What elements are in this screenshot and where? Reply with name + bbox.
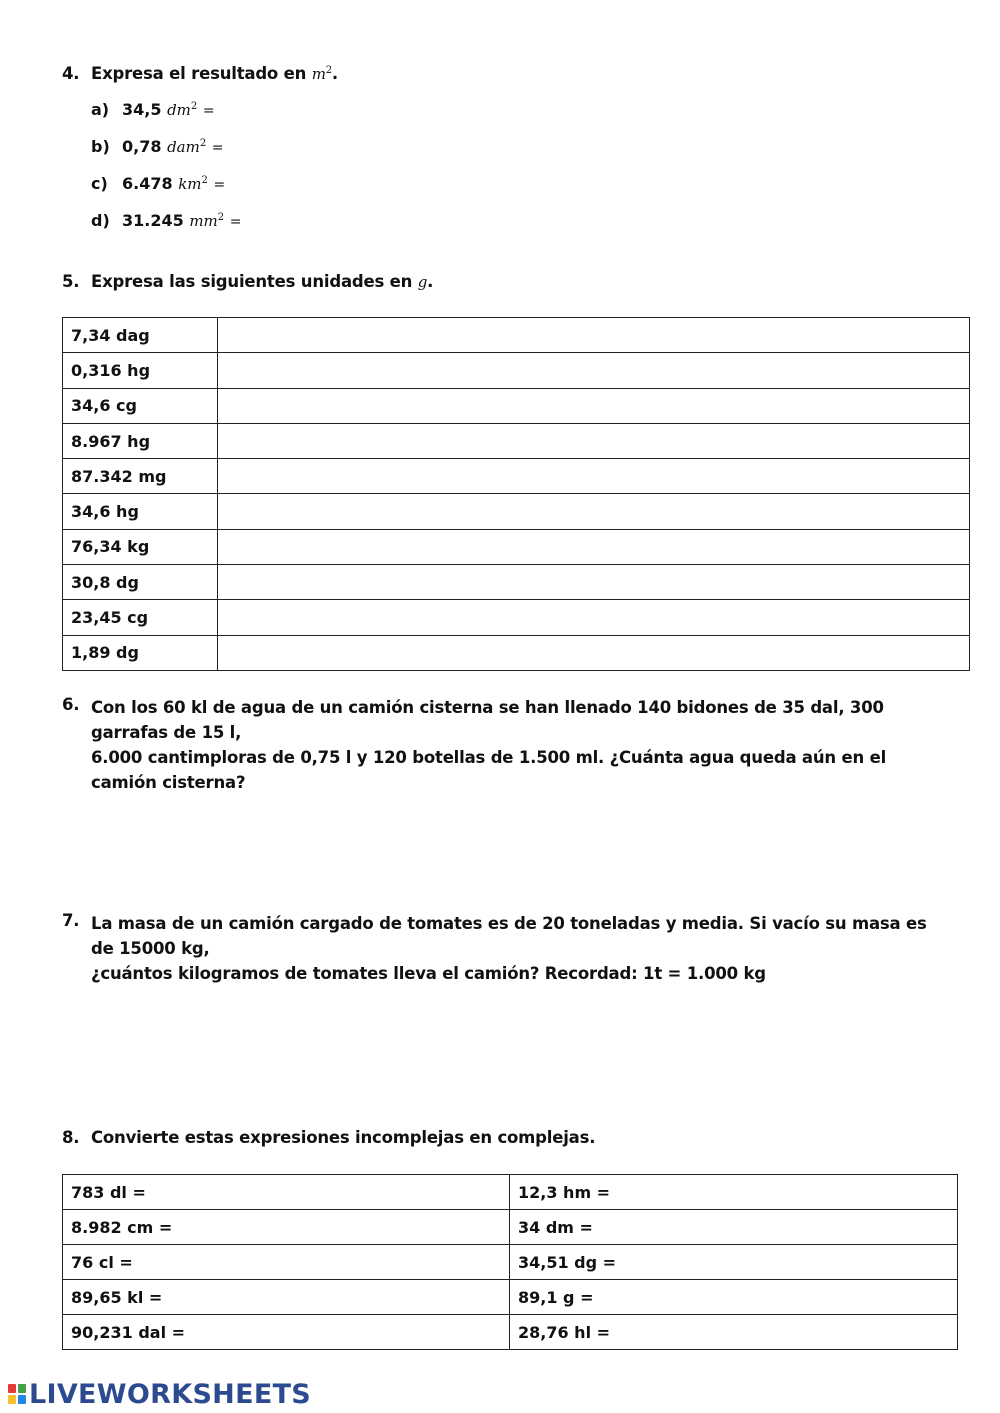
quantity-cell: 0,316 hg <box>63 353 218 388</box>
question-8 <box>0 1128 1000 1152</box>
logo-block-blue <box>18 1395 26 1404</box>
question-text: La masa de un camión cargado de tomates es de 20 toneladas y media. Si vacío su masa es de 15000 kg, ¿cuántos kilogramos de tomates lleva el camión? Recordad: 1t = 1.000 kg <box>91 914 927 983</box>
logo-block-green <box>18 1384 26 1393</box>
item-value: 31.245 <box>122 211 184 230</box>
quantity-cell: 8.967 hg <box>63 423 218 458</box>
quantity-cell: 30,8 dg <box>63 565 218 600</box>
table-row <box>63 600 970 635</box>
item-label: b) <box>91 137 110 156</box>
table-row <box>63 1175 958 1210</box>
expression-cell[interactable]: 90,231 dal = <box>63 1315 510 1350</box>
quantity-cell: 76,34 kg <box>63 529 218 564</box>
unit-math: $km^2$ <box>178 175 208 193</box>
logo-blocks-icon <box>8 1384 26 1404</box>
expression-cell[interactable]: 34 dm = <box>510 1210 958 1245</box>
expression-cell[interactable]: 28,76 hl = <box>510 1315 958 1350</box>
table-row <box>63 1245 958 1280</box>
logo-block-yellow <box>8 1395 16 1404</box>
expression-cell[interactable]: 76 cl = <box>63 1245 510 1280</box>
question-number: 7. <box>62 911 80 930</box>
unit-math: $mm^2$ <box>189 212 225 230</box>
logo-block-red <box>8 1384 16 1393</box>
question-4-item <box>91 174 225 193</box>
answer-cell[interactable] <box>218 565 970 600</box>
question-4-item <box>91 100 215 119</box>
quantity-cell: 34,6 cg <box>63 388 218 423</box>
conversion-table-g <box>62 317 970 671</box>
complex-expression-table <box>62 1174 958 1350</box>
logo-text: LIVEWORKSHEETS <box>29 1378 312 1410</box>
equals-sign: = <box>213 177 226 193</box>
answer-cell[interactable] <box>218 423 970 458</box>
table-row <box>63 318 970 353</box>
table-row <box>63 529 970 564</box>
answer-cell[interactable] <box>218 388 970 423</box>
question-4 <box>0 64 1000 88</box>
question-4-item <box>91 211 241 230</box>
answer-cell[interactable] <box>218 600 970 635</box>
expression-cell[interactable]: 89,65 kl = <box>63 1280 510 1315</box>
question-number: 4. <box>62 64 80 83</box>
expression-cell[interactable]: 8.982 cm = <box>63 1210 510 1245</box>
table-row <box>63 565 970 600</box>
item-value: 6.478 <box>122 174 173 193</box>
unit-math: $dm^2$ <box>167 101 198 119</box>
table-row <box>63 388 970 423</box>
question-text: Con los 60 kl de agua de un camión cisterna se han llenado 140 bidones de 35 dal, 300 garrafas de 15 l, 6.000 cantimploras de 0,75 l y 120 botellas de 1.500 ml. ¿Cuánta agua queda aún en el camión cisterna? <box>91 698 887 792</box>
answer-cell[interactable] <box>218 529 970 564</box>
answer-cell[interactable] <box>218 459 970 494</box>
question-4-item <box>91 137 224 156</box>
question-text: Convierte estas expresiones incomplejas en complejas. <box>91 1128 596 1147</box>
table-row <box>63 353 970 388</box>
equals-sign: = <box>211 140 224 156</box>
equals-sign: = <box>202 103 215 119</box>
table-row <box>63 635 970 670</box>
unit-math: dam$^2$ <box>167 138 207 156</box>
question-5 <box>0 272 1000 296</box>
answer-cell[interactable] <box>218 635 970 670</box>
expression-cell[interactable]: 89,1 g = <box>510 1280 958 1315</box>
answer-cell[interactable] <box>218 494 970 529</box>
table-row <box>63 1315 958 1350</box>
quantity-cell: 34,6 hg <box>63 494 218 529</box>
item-value: 0,78 <box>122 137 162 156</box>
answer-cell[interactable] <box>218 353 970 388</box>
question-text: Expresa el resultado en $m^2$. <box>91 64 338 83</box>
table-row <box>63 494 970 529</box>
question-number: 6. <box>62 695 80 714</box>
table-row <box>63 1210 958 1245</box>
expression-cell[interactable]: 783 dl = <box>63 1175 510 1210</box>
answer-cell[interactable] <box>218 318 970 353</box>
question-text: Expresa las siguientes unidades en g. <box>91 272 434 291</box>
item-label: a) <box>91 100 110 119</box>
quantity-cell: 87.342 mg <box>63 459 218 494</box>
table-row <box>63 423 970 458</box>
table-row <box>63 459 970 494</box>
expression-cell[interactable]: 12,3 hm = <box>510 1175 958 1210</box>
quantity-cell: 23,45 cg <box>63 600 218 635</box>
quantity-cell: 7,34 dag <box>63 318 218 353</box>
question-number: 5. <box>62 272 80 291</box>
expression-cell[interactable]: 34,51 dg = <box>510 1245 958 1280</box>
item-value: 34,5 <box>122 100 162 119</box>
item-label: c) <box>91 174 108 193</box>
liveworksheets-logo <box>8 1379 311 1409</box>
equals-sign: = <box>229 214 242 230</box>
unit-math: $m^2$ <box>311 65 332 83</box>
table-row <box>63 1280 958 1315</box>
question-number: 8. <box>62 1128 80 1147</box>
quantity-cell: 1,89 dg <box>63 635 218 670</box>
unit-math: g <box>417 273 428 291</box>
item-label: d) <box>91 211 110 230</box>
